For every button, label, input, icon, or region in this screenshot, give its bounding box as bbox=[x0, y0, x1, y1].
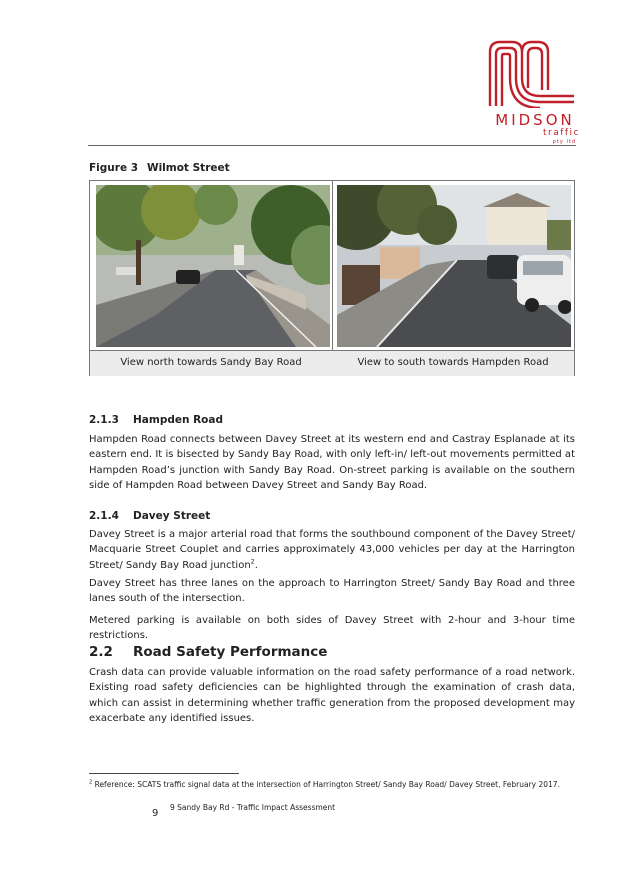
logo-name: MIDSON bbox=[495, 111, 575, 129]
photo-view-north bbox=[96, 185, 330, 347]
caption-right: View to south towards Hampden Road bbox=[357, 357, 549, 368]
heading-number: 2.1.3 bbox=[89, 414, 119, 426]
figure-caption bbox=[89, 162, 230, 174]
midson-logo bbox=[486, 38, 578, 108]
heading-number: 2.1.4 bbox=[89, 510, 119, 522]
footnote-ref[interactable]: 2 bbox=[250, 557, 255, 566]
paragraph-davey-street-1 bbox=[89, 527, 575, 573]
footnote-text: Reference: SCATS traffic signal data at the intersection of Harrington Street/ Sandy Bay Road/ Davey Street, February 2017. bbox=[92, 780, 560, 789]
heading-2-2 bbox=[89, 644, 327, 660]
page-number: 9 bbox=[152, 808, 159, 819]
footnote bbox=[89, 780, 560, 789]
footer-title: 9 Sandy Bay Rd - Traffic Impact Assessment bbox=[170, 803, 336, 812]
paragraph-end: . bbox=[254, 559, 258, 571]
caption-left: View north towards Sandy Bay Road bbox=[120, 357, 302, 368]
figure-title: Wilmot Street bbox=[147, 162, 230, 174]
paragraph-davey-street-2: Davey Street has three lanes on the approach to Harrington Street/ Sandy Bay Road and three lanes south of the intersection. bbox=[89, 578, 575, 605]
heading-2-1-4 bbox=[89, 510, 210, 522]
figure-number: Figure 3 bbox=[89, 162, 139, 174]
footnote-rule bbox=[89, 773, 239, 774]
logo-pty: pty ltd bbox=[552, 139, 576, 145]
header-rule bbox=[88, 145, 576, 146]
footnote-marker: 2 bbox=[89, 779, 93, 786]
heading-2-1-3 bbox=[89, 414, 223, 426]
paragraph-hampden-road: Hampden Road connects between Davey Street at its western end and Castray Esplanade at its eastern end. It is bisected by Sandy Bay Road, with only left-in/ left-out movements permitted at Hampden Road’s junction with Sandy Bay Road. On-street parking is available on the southern side of Hampden Road between Davey Street and Sandy Bay Road. bbox=[89, 434, 575, 491]
logo-subtitle: traffic bbox=[542, 128, 580, 138]
figure-caption-row bbox=[90, 350, 574, 376]
photo-view-south bbox=[337, 185, 571, 347]
paragraph-text: Davey Street is a major arterial road that forms the southbound component of the Davey Street/ Macquarie Street Couplet and carries approximately 43,000 vehicles per day at the Harrington Street/ Sandy Bay Road junction bbox=[89, 529, 575, 571]
midson-logo-mark bbox=[486, 38, 578, 108]
heading-title: Davey Street bbox=[133, 510, 211, 522]
heading-title: Road Safety Performance bbox=[133, 644, 328, 660]
figure-divider bbox=[332, 181, 333, 375]
heading-title: Hampden Road bbox=[133, 414, 223, 426]
paragraph-davey-street-3: Metered parking is available on both sides of Davey Street with 2-hour and 3-hour time restrictions. bbox=[89, 615, 575, 642]
paragraph-road-safety: Crash data can provide valuable information on the road safety performance of a road network. Existing road safety deficiencies can be highlighted through the examination of crash data, which can assist in determining whether traffic generation from the proposed development may exacerbate any identified issues. bbox=[89, 667, 575, 724]
heading-number: 2.2 bbox=[89, 644, 113, 660]
figure-table bbox=[89, 180, 575, 376]
